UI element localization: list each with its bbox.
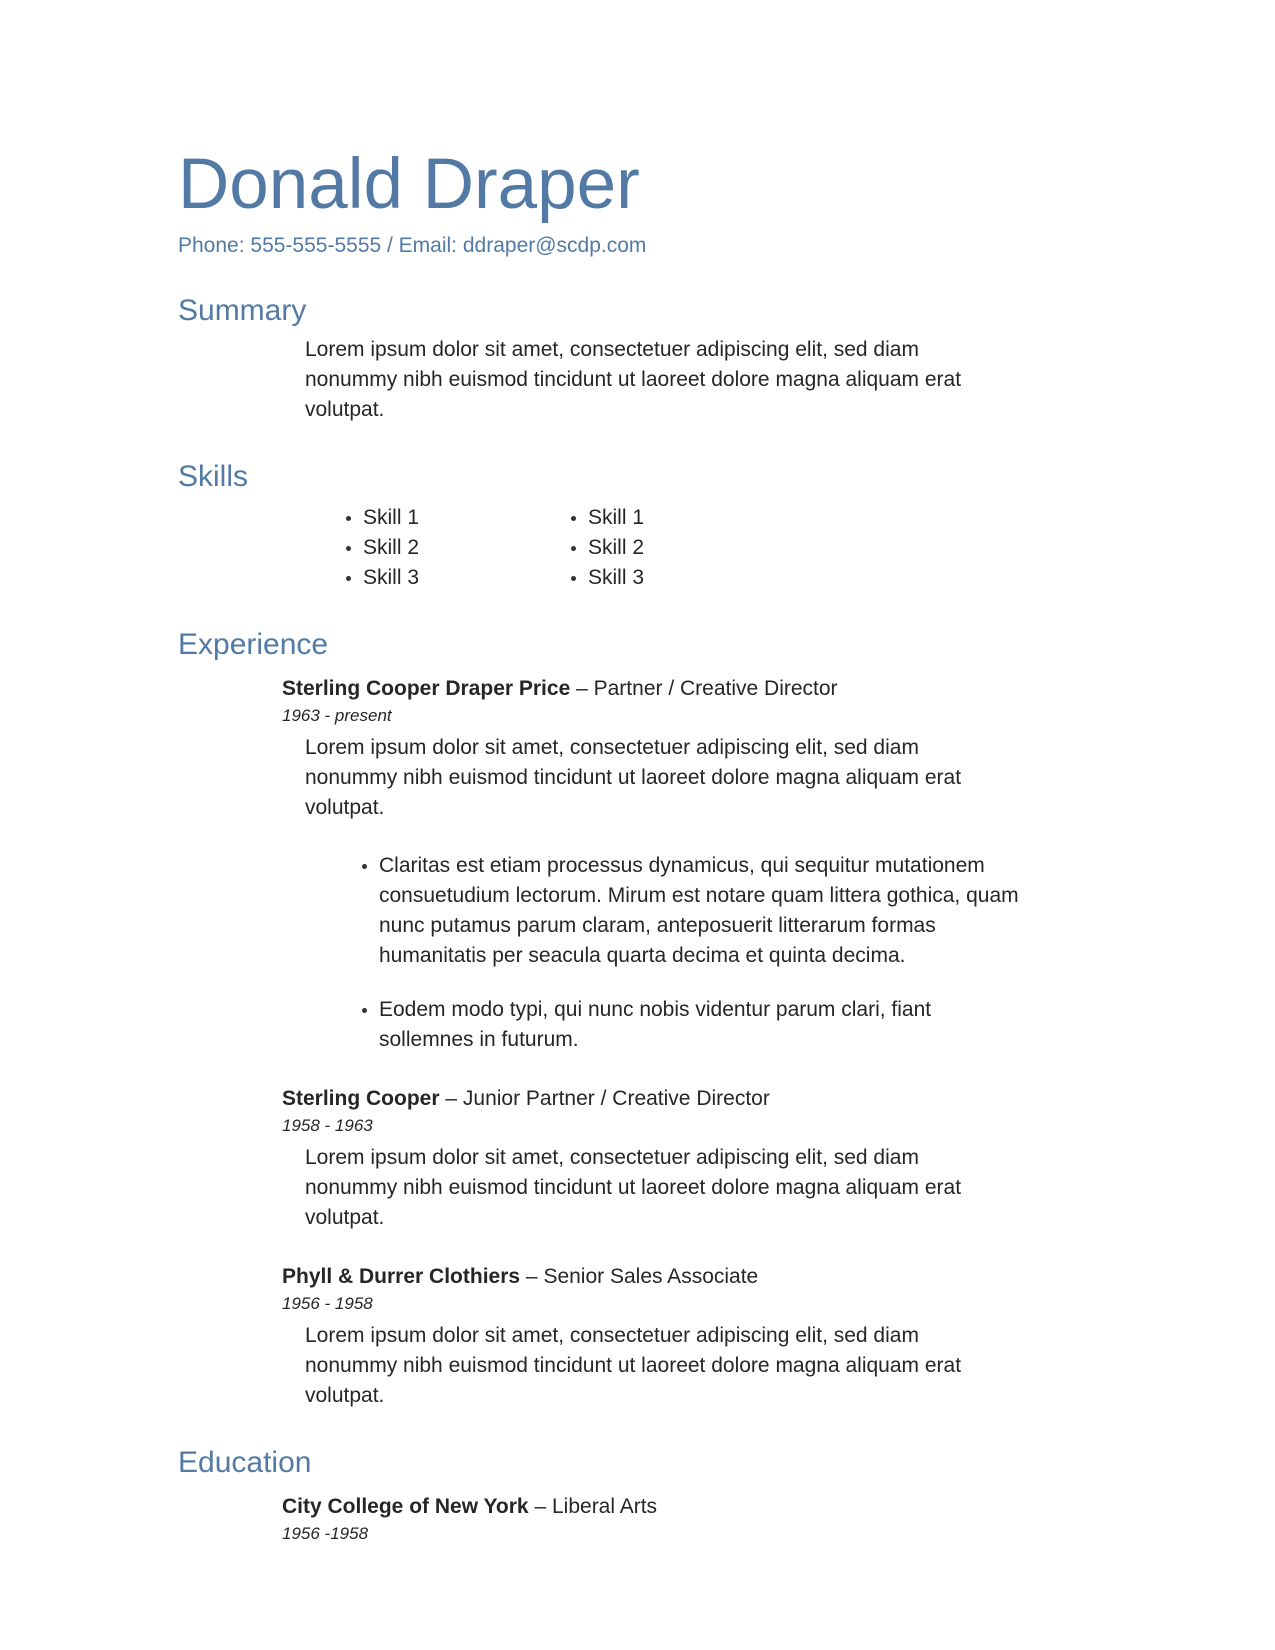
school-name: City College of New York: [282, 1494, 529, 1518]
entry-paragraph: Lorem ipsum dolor sit amet, consectetuer adipiscing elit, sed diam nonummy nibh euismod tincidunt ut laoreet dolore magna aliquam erat volutpat.: [305, 735, 962, 819]
section-skills: [178, 459, 1125, 593]
skill-item: • Skill 2: [363, 533, 548, 563]
entry-bullet: • Claritas est etiam processus dynamicus, qui sequitur mutationem consuetudium lectorum. Mirum est notare quam littera gothica, quam nunc putamus parum claram, anteposuerit litterarum formas humanitatis per seacula quarta decima et quinta decima.: [379, 851, 1024, 971]
entry-dates: 1956 - 1958: [282, 1293, 373, 1313]
entry-bullet: • Eodem modo typi, qui nunc nobis videntur parum clari, fiant sollemnes in futurum.: [379, 995, 1024, 1055]
title-separator: –: [445, 1086, 458, 1110]
entry-dates: 1963 - present: [282, 705, 392, 725]
education-heading: Education: [178, 1445, 312, 1479]
section-education: [178, 1445, 1125, 1545]
resume-name: Donald Draper: [178, 145, 640, 224]
skills-column-2: [548, 503, 773, 593]
entry-bullet-list: [342, 851, 1024, 1055]
experience-entry: [282, 1263, 1125, 1411]
summary-paragraph: Lorem ipsum dolor sit amet, consectetuer adipiscing elit, sed diam nonummy nibh euismod tincidunt ut laoreet dolore magna aliquam erat volutpat.: [305, 337, 962, 421]
contact-line: Phone: 555-555-5555 / Email: ddraper@scdp.com: [178, 233, 647, 257]
title-separator: –: [525, 1264, 538, 1288]
entry-title-line: [282, 675, 1125, 702]
section-experience: [178, 627, 1125, 1411]
entry-dates: 1958 - 1963: [282, 1115, 373, 1135]
summary-heading: Summary: [178, 293, 307, 327]
skill-item: • Skill 1: [588, 503, 773, 533]
company-name: Sterling Cooper: [282, 1086, 440, 1110]
entry-title-line: [282, 1085, 1125, 1112]
experience-entry: [282, 675, 1125, 1055]
company-name: Sterling Cooper Draper Price: [282, 676, 571, 700]
skill-item: • Skill 3: [363, 563, 548, 593]
skills-columns: [178, 503, 1125, 593]
title-separator: –: [576, 676, 588, 700]
role-title: Junior Partner / Creative Director: [462, 1086, 770, 1110]
skill-item: • Skill 1: [363, 503, 548, 533]
section-summary: [178, 293, 1125, 425]
entry-paragraph: Lorem ipsum dolor sit amet, consectetuer adipiscing elit, sed diam nonummy nibh euismod tincidunt ut laoreet dolore magna aliquam erat volutpat.: [305, 1323, 962, 1407]
degree-title: Liberal Arts: [551, 1494, 658, 1518]
entry-title-line: [282, 1493, 1125, 1520]
company-name: Phyll & Durrer Clothiers: [282, 1264, 521, 1288]
entry-title-line: [282, 1263, 1125, 1290]
role-title: Senior Sales Associate: [543, 1264, 759, 1288]
role-title: Partner / Creative Director: [593, 676, 838, 700]
skills-heading: Skills: [178, 459, 249, 493]
entry-paragraph: Lorem ipsum dolor sit amet, consectetuer adipiscing elit, sed diam nonummy nibh euismod tincidunt ut laoreet dolore magna aliquam erat volutpat.: [305, 1145, 962, 1229]
skill-item: • Skill 3: [588, 563, 773, 593]
skill-item: • Skill 2: [588, 533, 773, 563]
education-entry: [282, 1493, 1125, 1545]
education-dates: 1956 -1958: [282, 1523, 369, 1543]
skills-column-1: [323, 503, 548, 593]
experience-entry: [282, 1085, 1125, 1233]
experience-heading: Experience: [178, 627, 329, 661]
title-separator: –: [534, 1494, 547, 1518]
